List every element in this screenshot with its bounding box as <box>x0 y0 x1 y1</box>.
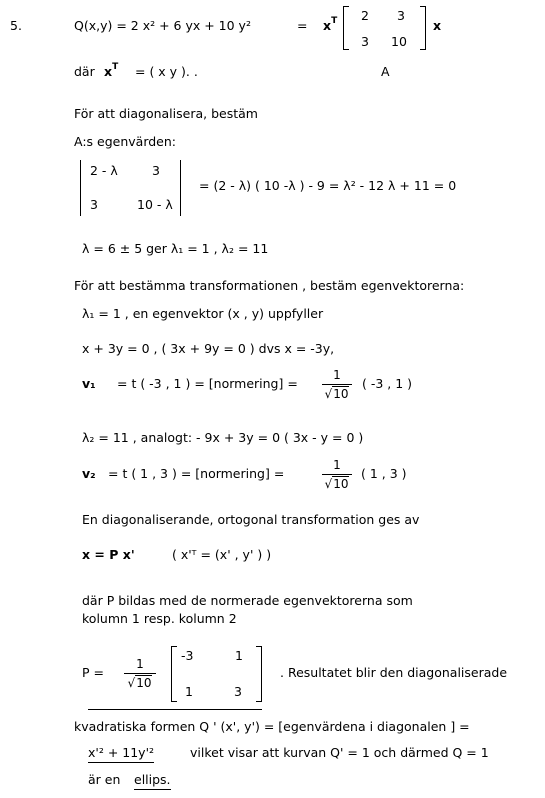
matrix-a-cell: 3 <box>397 8 405 23</box>
v1-label: v₁ <box>82 376 96 391</box>
p-description-line-2: kolumn 1 resp. kolumn 2 <box>82 611 237 626</box>
matrix-p-cell: 1 <box>185 684 193 699</box>
final-conclusion: vilket visar att kurvan Q' = 1 och därmed Q = 1 <box>190 745 489 760</box>
x-equals-px: x = P x' <box>82 547 135 562</box>
final-expression: x'² + 11y'² <box>88 747 154 763</box>
matrix-p-cell: 3 <box>234 684 242 699</box>
matrix-a <box>343 6 426 50</box>
determinant-cell: 3 <box>152 163 160 178</box>
p-fraction: $\frac{1}{√10}$ <box>124 657 156 690</box>
equals-sign: = <box>297 18 308 33</box>
x-vector: x <box>433 18 442 33</box>
p-label: P = <box>82 665 104 680</box>
determinant-result: = (2 - λ) ( 10 -λ ) - 9 = λ² - 12 λ + 11 = 0 <box>199 178 457 193</box>
eigenvalue-solution: λ = 6 ± 5 ger λ₁ = 1 , λ₂ = 11 <box>82 241 269 256</box>
diagonalize-intro: För att diagonalisera, bestäm <box>74 106 258 121</box>
v1-expression: = t ( -3 , 1 ) = [normering] = <box>117 376 298 391</box>
matrix-a-cell: 2 <box>361 8 369 23</box>
matrix-a-cell: 3 <box>361 34 369 49</box>
result-underline <box>88 709 262 710</box>
ar-en-text: är en <box>88 772 121 787</box>
quadratic-form-line: kvadratiska formen Q ' (x', y') = [egenvärdena i diagonalen ] = <box>74 719 470 734</box>
x-transpose: $x^T$ <box>323 16 338 33</box>
quadratic-form-definition: Q(x,y) = 2 x² + 6 yx + 10 y² <box>74 18 251 33</box>
v2-label: v₂ <box>82 466 96 481</box>
dar-text: där <box>74 64 95 79</box>
v2-fraction: $\frac{1}{√10}$ <box>322 458 352 491</box>
result-text: . Resultatet blir den diagonaliserade <box>280 665 508 680</box>
orthogonal-transformation: En diagonaliserande, ortogonal transformation ges av <box>82 512 420 527</box>
determinant-cell: 2 - λ <box>90 163 118 178</box>
ellips-word: ellips. <box>134 774 171 790</box>
eigenvalues-intro: A:s egenvärden: <box>74 134 177 149</box>
transformation-intro: För att bestämma transformationen , bestäm egenvektorerna: <box>74 278 465 293</box>
x-transpose-def: $x^T$ <box>104 62 119 79</box>
v1-fraction: $\frac{1}{√10}$ <box>322 368 352 401</box>
x-transpose-value: = ( x y ). . <box>135 64 198 79</box>
matrix-p <box>171 646 262 702</box>
v2-vector: ( 1 , 3 ) <box>361 466 407 481</box>
determinant-cell: 10 - λ <box>137 197 173 212</box>
determinant <box>80 160 183 216</box>
lambda1-statement: λ₁ = 1 , en egenvektor (x , y) uppfyller <box>82 306 324 321</box>
lambda1-equation: x + 3y = 0 , ( 3x + 9y = 0 ) dvs x = -3y, <box>82 341 335 356</box>
matrix-a-cell: 10 <box>391 34 407 49</box>
matrix-p-cell: -3 <box>181 648 194 663</box>
x-prime-transpose: ( x'ᵀ = (x' , y' ) ) <box>172 547 272 562</box>
matrix-a-label: A <box>381 64 390 79</box>
v1-vector: ( -3 , 1 ) <box>362 376 413 391</box>
lambda2-statement: λ₂ = 11 , analogt: - 9x + 3y = 0 ( 3x - y = 0 ) <box>82 430 364 445</box>
p-description-line-1: där P bildas med de normerade egenvektorerna som <box>82 593 413 608</box>
determinant-cell: 3 <box>90 197 98 212</box>
matrix-p-cell: 1 <box>235 648 243 663</box>
problem-number: 5. <box>10 18 22 33</box>
v2-expression: = t ( 1 , 3 ) = [normering] = <box>108 466 285 481</box>
